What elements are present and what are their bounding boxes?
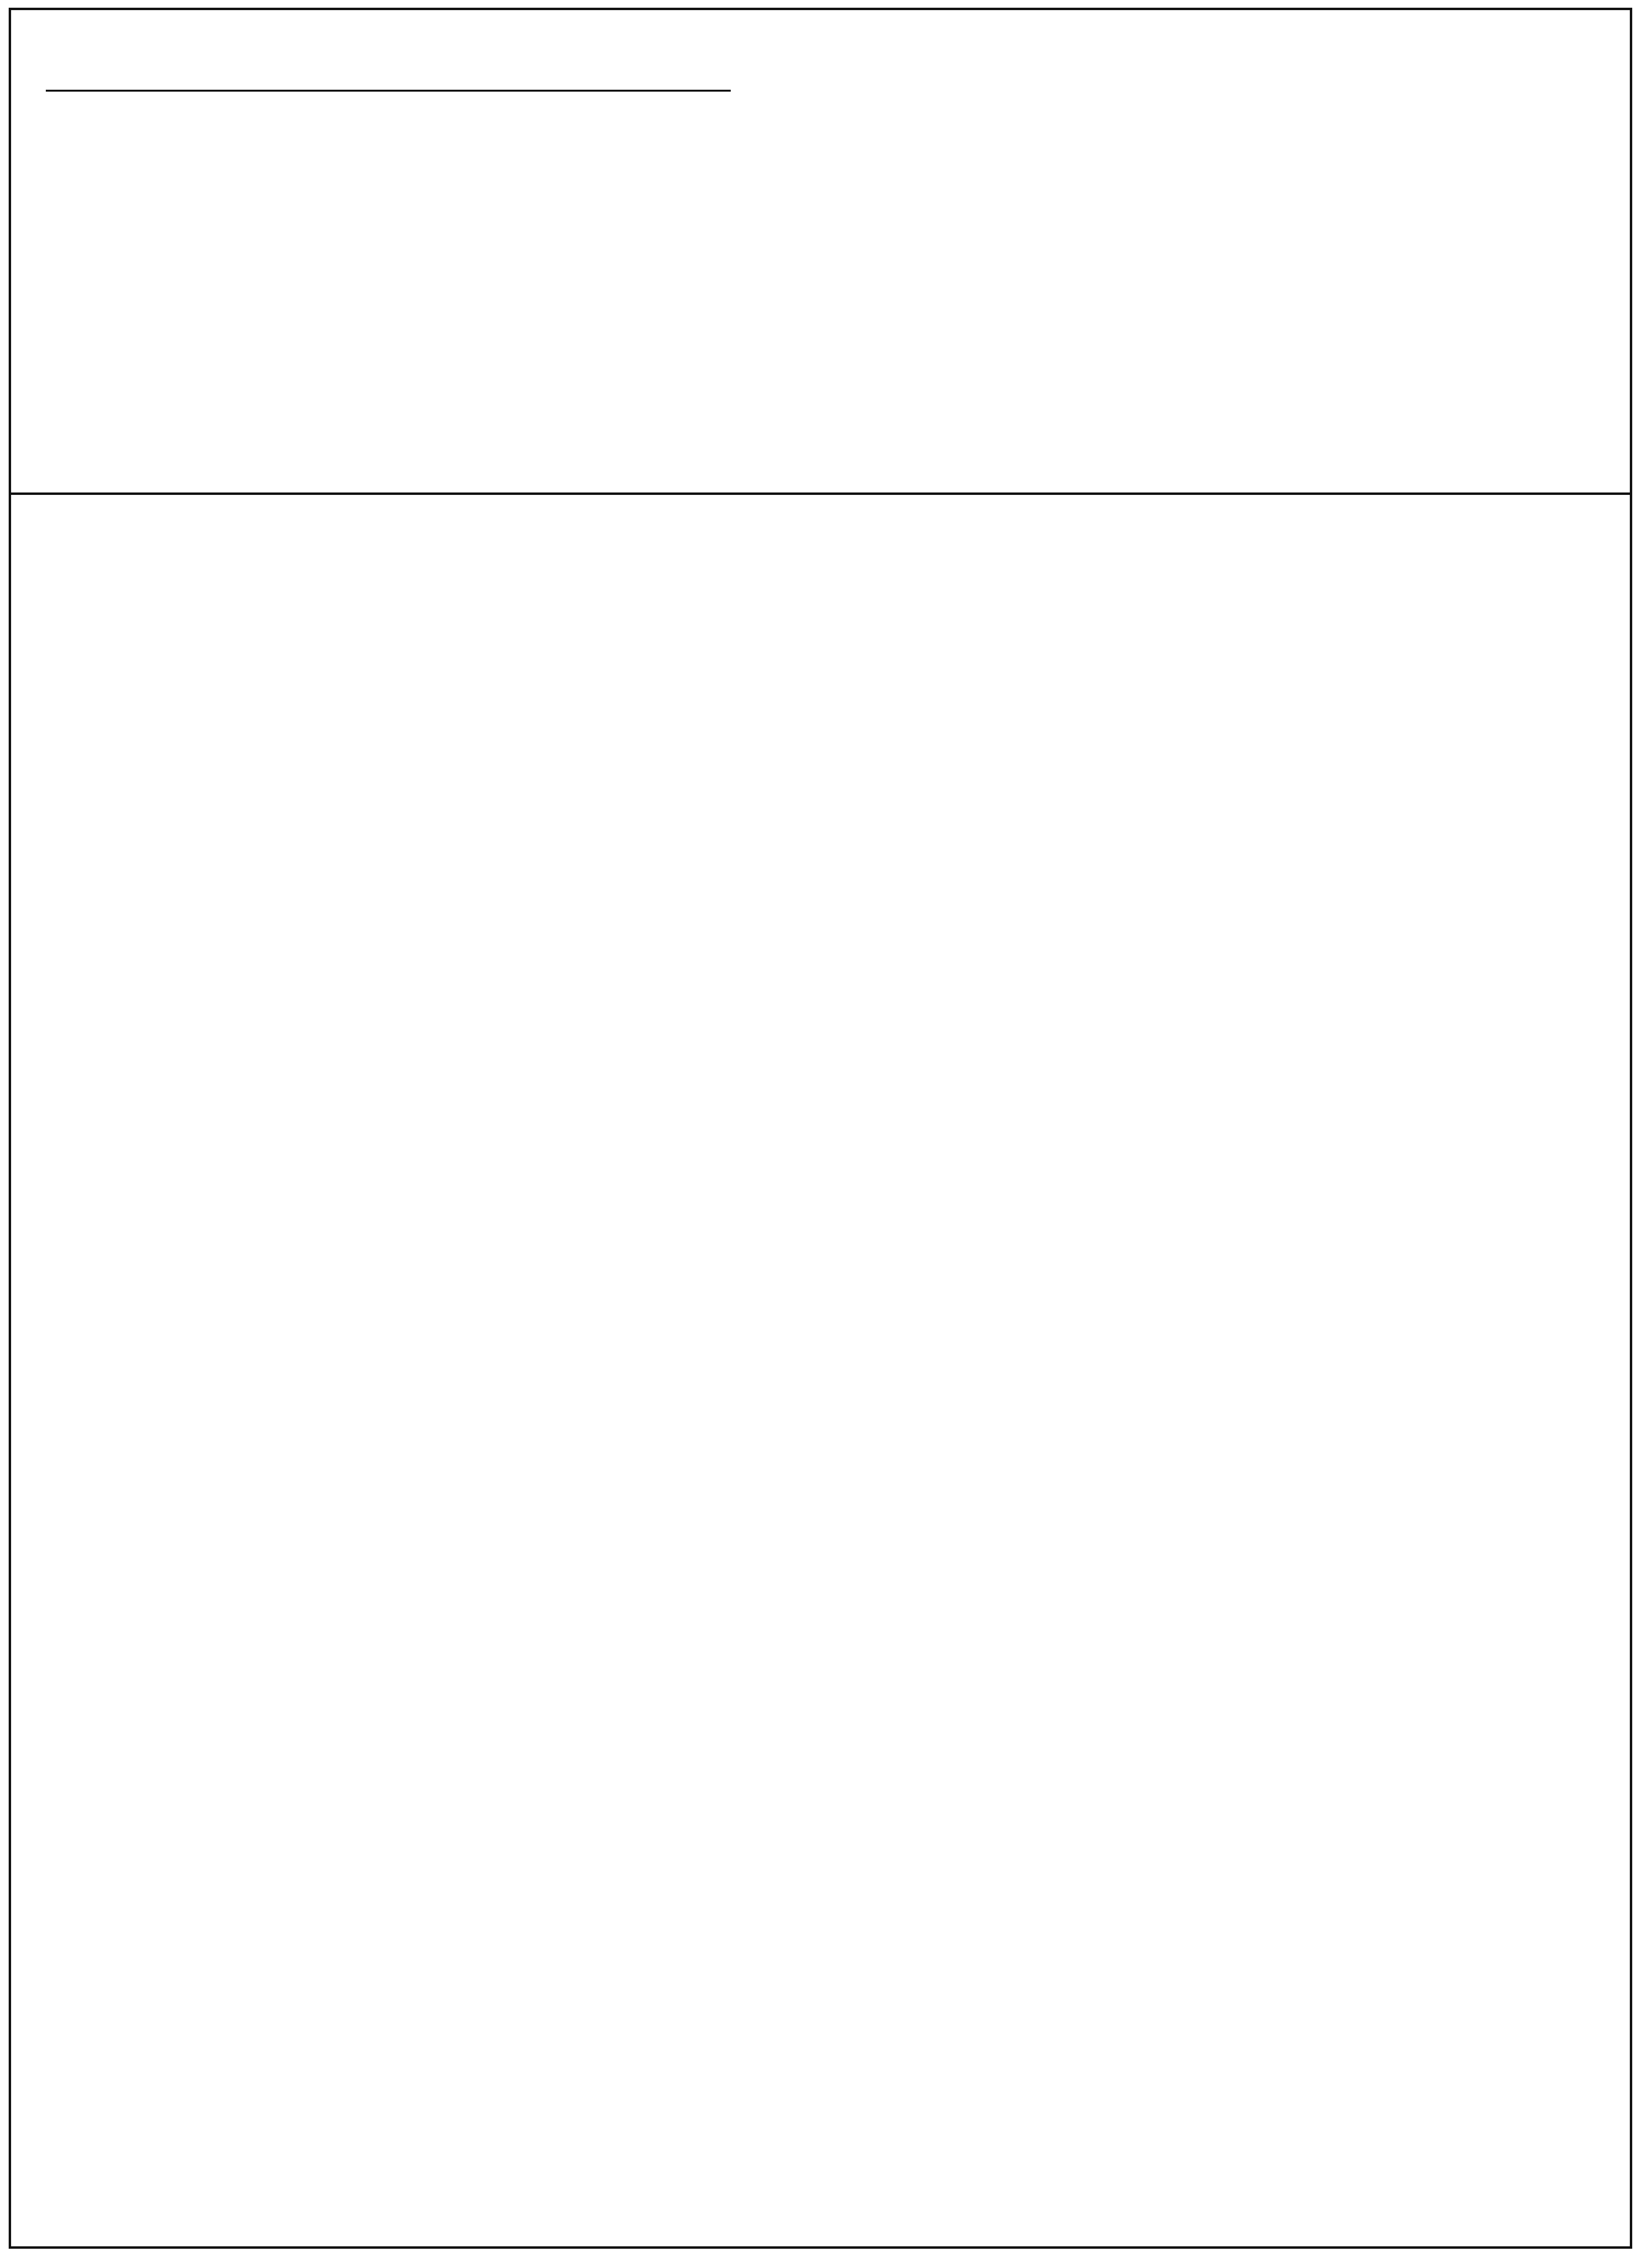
fishing-zone-map bbox=[788, 21, 1608, 484]
title-underline bbox=[46, 90, 731, 92]
map-graphic bbox=[788, 21, 1608, 484]
table-grid bbox=[11, 492, 1630, 2246]
log-sheet-page bbox=[9, 8, 1632, 2249]
log-sheet-header bbox=[11, 10, 1630, 495]
catch-log-table bbox=[11, 492, 1630, 2249]
